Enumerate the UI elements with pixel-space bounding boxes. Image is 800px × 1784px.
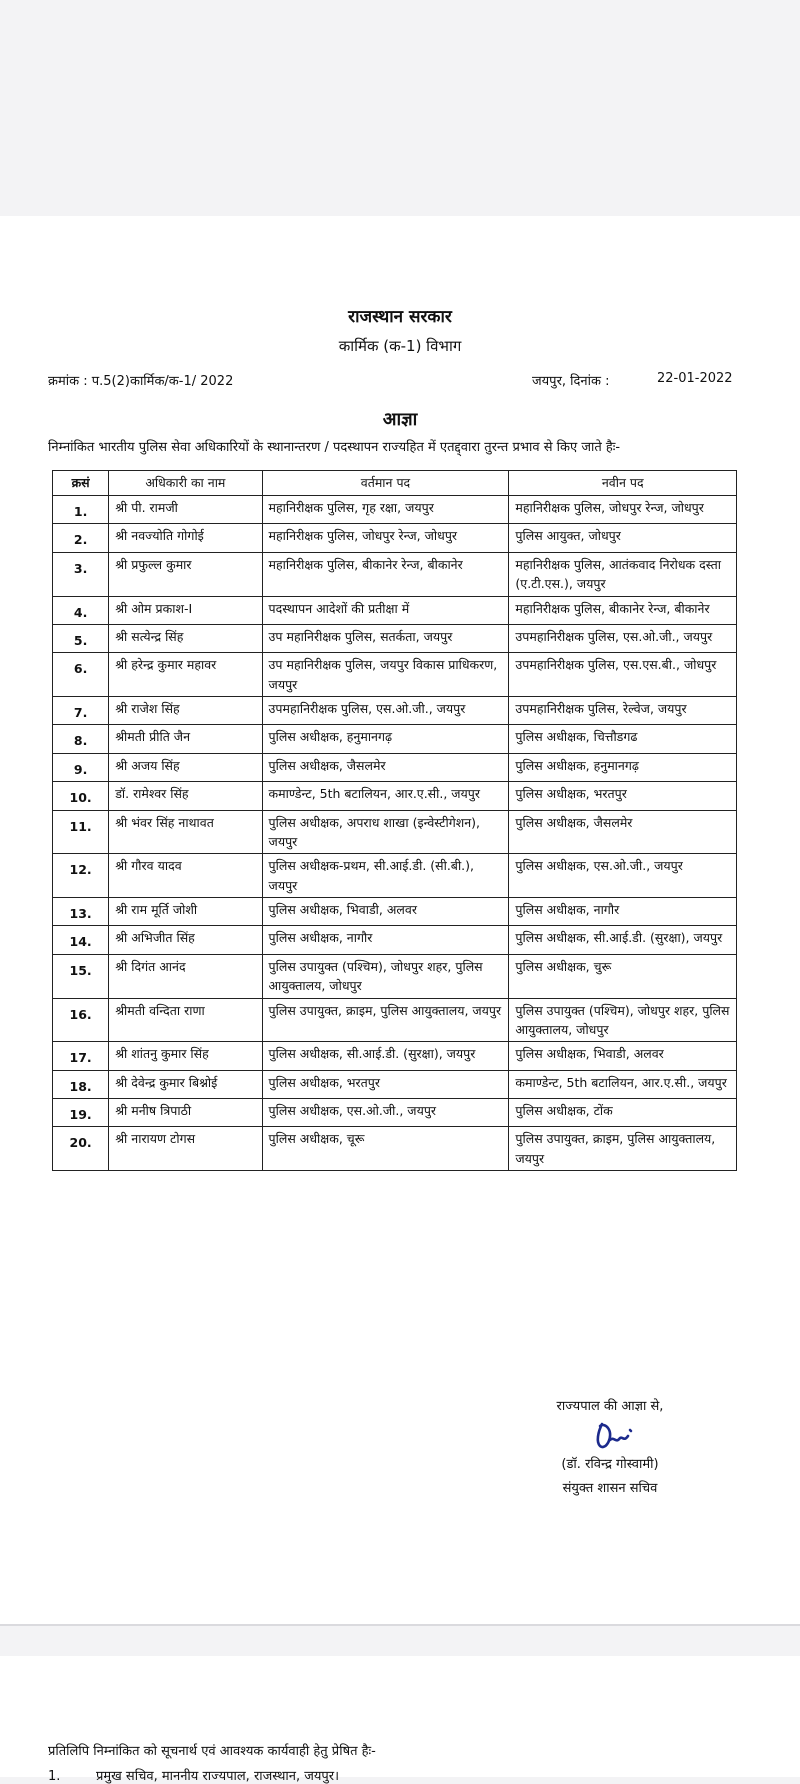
cell-current-post: पदस्थापन आदेशों की प्रतीक्षा में — [262, 596, 509, 624]
cell-current-post: पुलिस अधीक्षक, सी.आई.डी. (सुरक्षा), जयपुर — [262, 1042, 509, 1070]
cell-officer-name: श्री दिगंत आनंद — [109, 954, 262, 998]
cell-current-post: पुलिस अधीक्षक, अपराध शाखा (इन्वेस्टीगेशन), जयपुर — [262, 810, 509, 854]
signature-block — [490, 1396, 730, 1496]
cell-officer-name: श्रीमती वन्दिता राणा — [109, 998, 262, 1042]
cell-current-post: पुलिस उपायुक्त, क्राइम, पुलिस आयुक्तालय, जयपुर — [262, 998, 509, 1042]
cell-officer-name: श्री मनीष त्रिपाठी — [109, 1099, 262, 1127]
cell-current-post: महानिरीक्षक पुलिस, गृह रक्षा, जयपुर — [262, 496, 509, 524]
cell-serial: 14. — [53, 926, 109, 954]
cell-current-post: पुलिस अधीक्षक, हनुमानगढ़ — [262, 725, 509, 753]
cell-serial: 7. — [53, 697, 109, 725]
order-intro: निम्नांकित भारतीय पुलिस सेवा अधिकारियों के स्थानान्तरण / पदस्थापन राज्यहित में एतद्द्वारा तुरन्त प्रभाव से किए जाते हैः- — [48, 440, 621, 455]
cell-new-post: कमाण्डेन्ट, 5th बटालियन, आर.ए.सी., जयपुर — [509, 1070, 737, 1098]
cell-serial: 10. — [53, 782, 109, 810]
cell-serial: 16. — [53, 998, 109, 1042]
table-row — [53, 1042, 737, 1070]
cell-officer-name: श्री पी. रामजी — [109, 496, 262, 524]
table-row — [53, 954, 737, 998]
table-row — [53, 782, 737, 810]
document-page-1 — [0, 216, 800, 1624]
cell-officer-name: श्री नवज्योति गोगोई — [109, 524, 262, 552]
signatory-name: (डॉ. रविन्द्र गोस्वामी) — [561, 1457, 659, 1472]
cell-new-post: पुलिस अधीक्षक, नागौर — [509, 898, 737, 926]
cell-serial: 1. — [53, 496, 109, 524]
table-row — [53, 854, 737, 898]
cell-officer-name: श्री अभिजीत सिंह — [109, 926, 262, 954]
table-row — [53, 998, 737, 1042]
table-row — [53, 552, 737, 596]
table-row — [53, 1070, 737, 1098]
cell-officer-name: श्री गौरव यादव — [109, 854, 262, 898]
cell-serial: 11. — [53, 810, 109, 854]
cell-new-post: पुलिस अधीक्षक, चित्तौडगढ — [509, 725, 737, 753]
cell-serial: 15. — [53, 954, 109, 998]
cell-serial: 17. — [53, 1042, 109, 1070]
cell-new-post: पुलिस अधीक्षक, हनुमानगढ़ — [509, 753, 737, 781]
cell-officer-name: श्री भंवर सिंह नाथावत — [109, 810, 262, 854]
cell-serial: 12. — [53, 854, 109, 898]
cell-new-post: पुलिस आयुक्त, जोधपुर — [509, 524, 737, 552]
table-row — [53, 725, 737, 753]
cell-officer-name: श्री राम मूर्ति जोशी — [109, 898, 262, 926]
cell-officer-name: श्री हरेन्द्र कुमार महावर — [109, 653, 262, 697]
document-page-2 — [0, 1656, 800, 1784]
table-row — [53, 1127, 737, 1171]
cell-officer-name: श्रीमती प्रीति जैन — [109, 725, 262, 753]
cell-new-post: पुलिस अधीक्षक, चुरू — [509, 954, 737, 998]
cell-new-post: महानिरीक्षक पुलिस, बीकानेर रेन्ज, बीकानेर — [509, 596, 737, 624]
signatory-designation: संयुक्त शासन सचिव — [562, 1481, 658, 1496]
cell-serial: 8. — [53, 725, 109, 753]
cell-new-post: पुलिस अधीक्षक, जैसलमेर — [509, 810, 737, 854]
cell-new-post: पुलिस अधीक्षक, एस.ओ.जी., जयपुर — [509, 854, 737, 898]
cell-current-post: पुलिस अधीक्षक-प्रथम, सी.आई.डी. (सी.बी.), जयपुर — [262, 854, 509, 898]
column-header-name: अधिकारी का नाम — [109, 471, 262, 496]
cell-new-post: पुलिस अधीक्षक, भरतपुर — [509, 782, 737, 810]
cell-new-post: उपमहानिरीक्षक पुलिस, एस.ओ.जी., जयपुर — [509, 624, 737, 652]
order-date: 22-01-2022 — [657, 371, 733, 386]
cell-new-post: पुलिस उपायुक्त, क्राइम, पुलिस आयुक्तालय, जयपुर — [509, 1127, 737, 1171]
table-row — [53, 653, 737, 697]
cell-serial: 9. — [53, 753, 109, 781]
table-row — [53, 926, 737, 954]
cell-new-post: पुलिस उपायुक्त (पश्चिम), जोधपुर शहर, पुलिस आयुक्तालय, जोधपुर — [509, 998, 737, 1042]
transfer-table — [52, 470, 737, 1171]
column-header-current-post: वर्तमान पद — [262, 471, 509, 496]
signature-mark-icon — [580, 1418, 640, 1452]
cell-new-post: उपमहानिरीक्षक पुलिस, एस.एस.बी., जोधपुर — [509, 653, 737, 697]
cell-current-post: पुलिस अधीक्षक, चूरू — [262, 1127, 509, 1171]
table-row — [53, 1099, 737, 1127]
cell-new-post: महानिरीक्षक पुलिस, आतंकवाद निरोधक दस्ता (ए.टी.एस.), जयपुर — [509, 552, 737, 596]
copy-item-text: प्रमुख सचिव, माननीय राज्यपाल, राजस्थान, जयपुर। — [96, 1769, 340, 1784]
cell-current-post: पुलिस उपायुक्त (पश्चिम), जोधपुर शहर, पुलिस आयुक्तालय, जोधपुर — [262, 954, 509, 998]
cell-current-post: पुलिस अधीक्षक, भिवाडी, अलवर — [262, 898, 509, 926]
reference-number: क्रमांक : प.5(2)कार्मिक/क-1/ 2022 — [48, 374, 234, 389]
cell-serial: 6. — [53, 653, 109, 697]
cell-officer-name: श्री प्रफुल्ल कुमार — [109, 552, 262, 596]
cell-officer-name: श्री ओम प्रकाश-I — [109, 596, 262, 624]
column-header-serial: क्रसं — [53, 471, 109, 496]
government-title: राजस्थान सरकार — [348, 307, 452, 327]
cell-serial: 18. — [53, 1070, 109, 1098]
table-row — [53, 697, 737, 725]
cell-new-post: महानिरीक्षक पुलिस, जोधपुर रेन्ज, जोधपुर — [509, 496, 737, 524]
cell-serial: 13. — [53, 898, 109, 926]
cell-officer-name: श्री अजय सिंह — [109, 753, 262, 781]
cell-serial: 2. — [53, 524, 109, 552]
cell-current-post: पुलिस अधीक्षक, एस.ओ.जी., जयपुर — [262, 1099, 509, 1127]
cell-current-post: उपमहानिरीक्षक पुलिस, एस.ओ.जी., जयपुर — [262, 697, 509, 725]
cell-current-post: उप महानिरीक्षक पुलिस, सतर्कता, जयपुर — [262, 624, 509, 652]
table-row — [53, 496, 737, 524]
cell-current-post: उप महानिरीक्षक पुलिस, जयपुर विकास प्राधिकरण, जयपुर — [262, 653, 509, 697]
table-row — [53, 810, 737, 854]
cell-current-post: कमाण्डेन्ट, 5th बटालियन, आर.ए.सी., जयपुर — [262, 782, 509, 810]
page-divider — [0, 1624, 800, 1626]
cell-officer-name: श्री सत्येन्द्र सिंह — [109, 624, 262, 652]
table-row — [53, 596, 737, 624]
cell-current-post: महानिरीक्षक पुलिस, जोधपुर रेन्ज, जोधपुर — [262, 524, 509, 552]
cell-serial: 3. — [53, 552, 109, 596]
cell-officer-name: श्री शांतनु कुमार सिंह — [109, 1042, 262, 1070]
table-row — [53, 624, 737, 652]
cell-current-post: पुलिस अधीक्षक, जैसलमेर — [262, 753, 509, 781]
cell-officer-name: श्री राजेश सिंह — [109, 697, 262, 725]
cell-officer-name: श्री देवेन्द्र कुमार बिश्नोई — [109, 1070, 262, 1098]
order-title: आज्ञा — [382, 409, 418, 430]
copy-intro: प्रतिलिपि निम्नांकित को सूचनार्थ एवं आवश्यक कार्यवाही हेतु प्रेषित हैः- — [48, 1744, 376, 1759]
table-row — [53, 524, 737, 552]
cell-new-post: पुलिस अधीक्षक, टोंक — [509, 1099, 737, 1127]
cell-serial: 4. — [53, 596, 109, 624]
cell-current-post: पुलिस अधीक्षक, भरतपुर — [262, 1070, 509, 1098]
table-header-row — [53, 471, 737, 496]
cell-officer-name: डॉ. रामेश्वर सिंह — [109, 782, 262, 810]
table-row — [53, 898, 737, 926]
department-title: कार्मिक (क-1) विभाग — [338, 337, 462, 355]
cell-new-post: उपमहानिरीक्षक पुलिस, रेल्वेज, जयपुर — [509, 697, 737, 725]
cell-serial: 19. — [53, 1099, 109, 1127]
cell-new-post: पुलिस अधीक्षक, सी.आई.डी. (सुरक्षा), जयपुर — [509, 926, 737, 954]
cell-current-post: पुलिस अधीक्षक, नागौर — [262, 926, 509, 954]
column-header-new-post: नवीन पद — [509, 471, 737, 496]
cell-serial: 5. — [53, 624, 109, 652]
by-order-text: राज्यपाल की आज्ञा से, — [556, 1399, 664, 1414]
cell-officer-name: श्री नारायण टोगस — [109, 1127, 262, 1171]
cell-new-post: पुलिस अधीक्षक, भिवाडी, अलवर — [509, 1042, 737, 1070]
table-row — [53, 753, 737, 781]
table-body — [53, 496, 737, 1171]
cell-current-post: महानिरीक्षक पुलिस, बीकानेर रेन्ज, बीकानेर — [262, 552, 509, 596]
place-date-label: जयपुर, दिनांक : — [532, 374, 610, 389]
copy-item-number: 1. — [48, 1769, 61, 1784]
copy-list-item — [48, 1766, 339, 1784]
cell-serial: 20. — [53, 1127, 109, 1171]
